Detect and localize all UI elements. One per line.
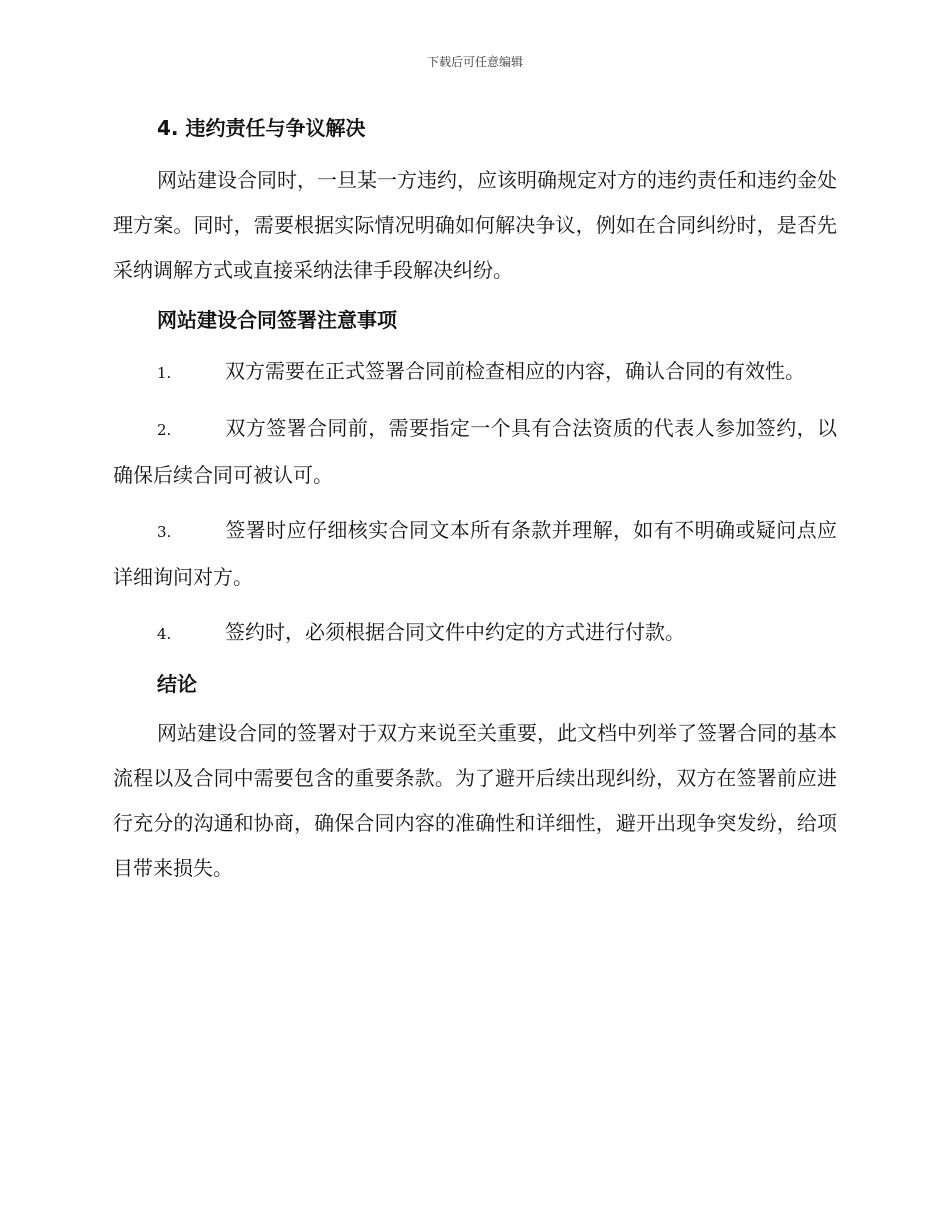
section-heading-conclusion: 结论 [157, 672, 197, 696]
list-item-number: 4. [157, 625, 172, 643]
list-item [113, 406, 837, 498]
list-item-text: 签约时，必须根据合同文件中约定的方式进行付款。 [225, 620, 685, 644]
notes-list [113, 349, 837, 657]
section-heading-breach: 4. 违约责任与争议解决 [157, 116, 366, 140]
section-paragraph-breach: 网站建设合同时，一旦某一方违约，应该明确规定对方的违约责任和违约金处理方案。同时，需要根据实际情况明确如何解决争议，例如在合同纠纷时，是否先采纳调解方式或直接采纳法律手段解决纠纷。 [113, 168, 837, 282]
list-item [113, 610, 837, 657]
document-body [113, 110, 837, 891]
list-item-text: 双方签署合同前，需要指定一个具有合法资质的代表人参加签约，以确保后续合同可被认可。 [113, 416, 837, 487]
list-item-number: 1. [157, 364, 172, 382]
list-item-number: 3. [157, 523, 172, 541]
section-heading-notes: 网站建设合同签署注意事项 [157, 308, 397, 332]
section-paragraph-conclusion: 网站建设合同的签署对于双方来说至关重要，此文档中列举了签署合同的基本流程以及合同中需要包含的重要条款。为了避开后续出现纠纷，双方在签署前应进行充分的沟通和协商，确保合同内容的准确性和详细性，避开出现争突发纷，给项目带来损失。 [113, 721, 837, 880]
list-item [113, 508, 837, 600]
list-item [113, 349, 837, 396]
list-item-number: 2. [157, 421, 172, 439]
page-header-note: 下载后可任意编辑 [426, 55, 523, 69]
list-item-text: 签署时应仔细核实合同文本所有条款并理解，如有不明确或疑问点应详细询问对方。 [113, 518, 837, 589]
list-item-text: 双方需要在正式签署合同前检查相应的内容，确认合同的有效性。 [225, 359, 805, 383]
